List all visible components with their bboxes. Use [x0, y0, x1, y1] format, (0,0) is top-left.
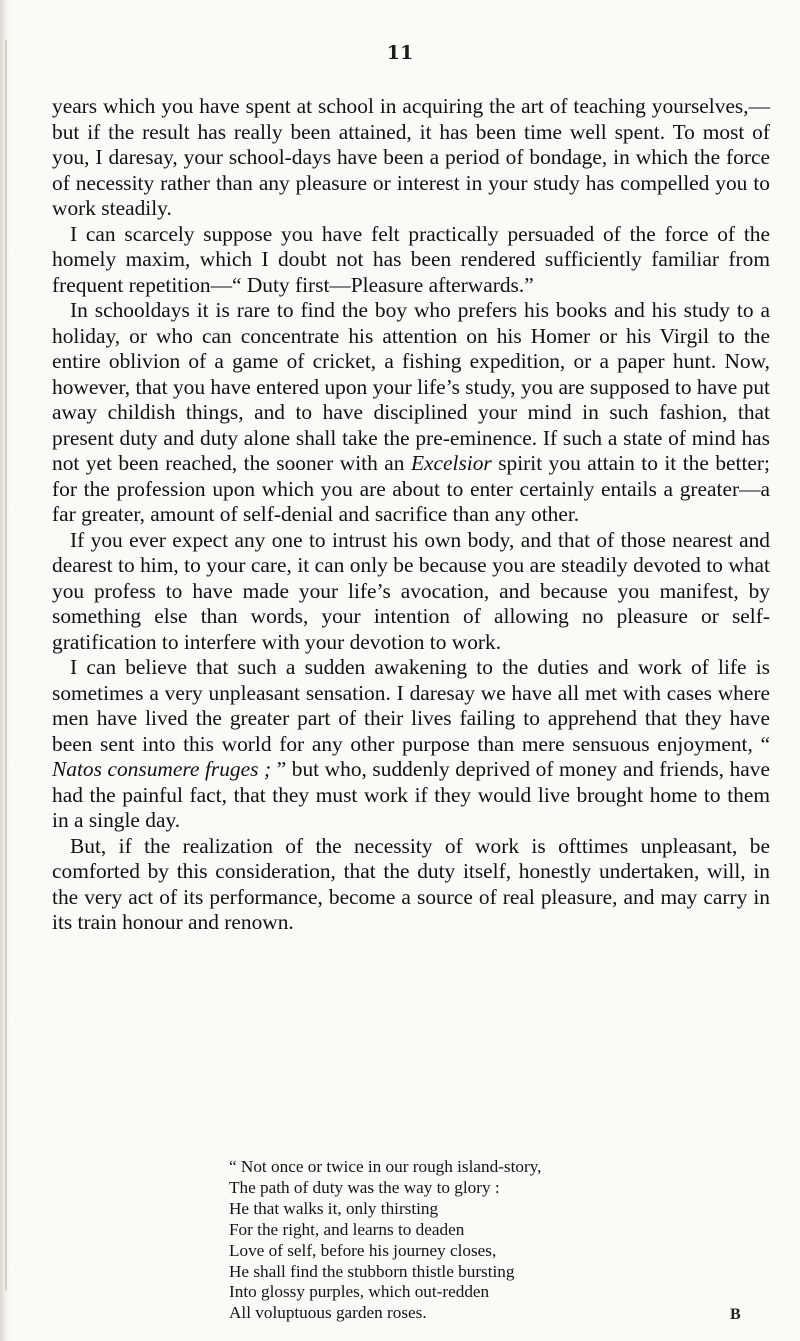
poem-line: The path of duty was the way to glory : — [229, 1177, 500, 1197]
poem-line: He shall find the stubborn thistle bursting — [229, 1261, 515, 1281]
paragraph-3-text-before: In schooldays it is rare to find the boy who prefers his books and his study to a holiday, or who can concentrate his attention on his Homer or his Virgil to the entire oblivion of a game of cricket, a fishing expedition, or a paper hunt. Now, however, that you have entered upon your life’s study, you are supposed to have put away childish things, and to have disciplined your mind in such fashion, that present duty and duty alone shall take the pre-eminence. If such a state of mind has not yet been reached, the sooner with an — [52, 298, 770, 475]
paragraph-5-text-after: ” but who, suddenly deprived of money and friends, have had the painful fact, that they must work if they would live brought home to them in a single day. — [52, 757, 770, 832]
paragraph-5 — [52, 655, 770, 834]
poem-line: Love of self, before his journey closes, — [229, 1240, 497, 1260]
poem-line: For the right, and learns to deaden — [229, 1219, 465, 1239]
poem-line: All voluptuous garden roses. — [229, 1303, 427, 1323]
paragraph-3-italic: Excelsior — [410, 451, 492, 475]
poem-line: He that walks it, only thirsting — [229, 1198, 439, 1218]
paragraph-1: years which you have spent at school in acquiring the art of teaching yourselves,—but if the result has really been attained, it has been time well spent. To most of you, I daresay, your school-days have been a period of bondage, in which the force of necessity rather than any pleasure or interest in your study has compelled you to work steadily. — [52, 94, 770, 220]
paragraph-6: But, if the realization of the necessity of work is ofttimes unpleasant, be comforted by this consideration, that the duty itself, honestly undertaken, will, in the very act of its performance, become a source of real pleasure, and may carry in its train honour and renown. — [52, 833, 770, 934]
paragraph-5-italic: Natos consumere fruges ; — [52, 757, 272, 781]
paragraph-2: I can scarcely suppose you have felt practically persuaded of the force of the homely maxim, which I doubt not has been rendered sufficiently familiar from frequent repetition—“ Duty first—Pleasure afterwards.” — [52, 221, 770, 297]
paragraph-5-text-before: I can believe that such a sudden awakening to the duties and work of life is sometimes a very unpleasant sensation. I daresay we have all met with cases where men have lived the greater part of their lives failing to apprehend that they have been sent into this world for any other purpose than mere sensuous enjoyment, “ — [52, 655, 770, 756]
poem-quotation — [229, 1157, 789, 1324]
poem-line: “ Not once or twice in our rough island-story, — [229, 1157, 542, 1176]
paragraph-3-text-after: spirit you attain to it the better; for the profession upon which you are about to enter certainly entails a greater—a far greater, amount of self-denial and sacrifice than any other. — [52, 451, 770, 526]
poem-line: Into glossy purples, which out-redden — [229, 1282, 490, 1302]
paragraph-4: If you ever expect any one to intrust his own body, and that of those nearest and dearest to him, to your care, it can only be because you are steadily devoted to what you profess to have made your life’s avocation, and because you manifest, by something else than words, your intention of allowing no pleasure or self-gratification to interfere with your devotion to work. — [52, 527, 770, 654]
body-text — [52, 94, 770, 936]
paragraph-3 — [52, 298, 770, 528]
signature-mark: B — [730, 1306, 741, 1323]
page-gutter-line — [5, 40, 7, 1290]
page-number: 11 — [386, 42, 414, 64]
